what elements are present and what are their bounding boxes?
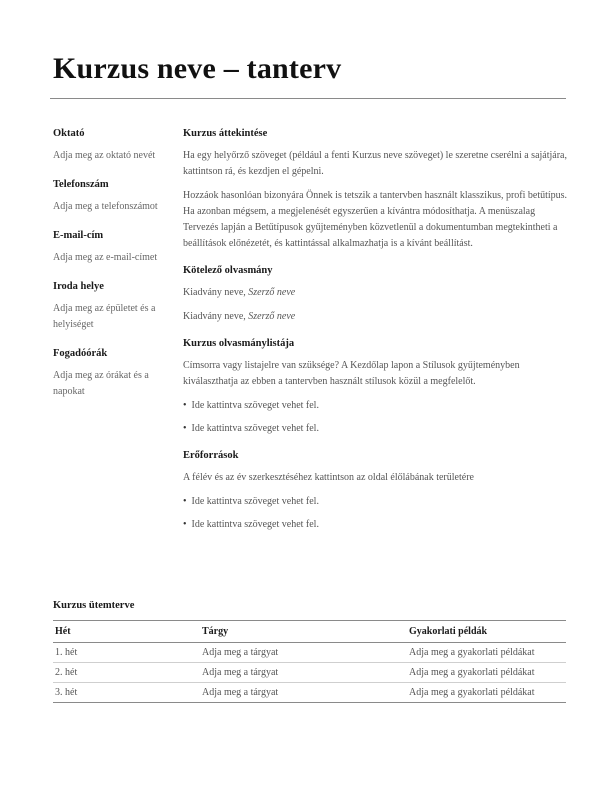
overview-heading: Kurzus áttekintése — [183, 128, 268, 139]
phone-field[interactable]: Adja meg a telefonszámot — [53, 201, 158, 212]
office-hours-field[interactable]: Adja meg az órákat és a napokat — [53, 370, 149, 397]
resources-heading: Erőforrások — [183, 450, 239, 461]
reading-list-paragraph[interactable]: Címsorra vagy listajelre van szüksége? A Kezdőlap lapon a Stílusok gyűjteményben kiválaszthatja az ebben a tantervben használt stílusok közül a megfelelőt. — [183, 360, 520, 387]
examples-cell[interactable]: Adja meg a gyakorlati példákat — [407, 683, 566, 703]
topic-cell[interactable]: Adja meg a tárgyat — [200, 643, 407, 663]
page-title[interactable]: Kurzus neve – tanterv — [53, 52, 342, 85]
resources-bullets — [183, 494, 568, 533]
phone-label: Telefonszám — [53, 179, 109, 190]
email-block — [53, 230, 171, 266]
office-block — [53, 281, 171, 333]
author-name: Szerző neve — [248, 287, 296, 298]
table-row — [53, 663, 566, 683]
email-field[interactable]: Adja meg az e-mail-címet — [53, 252, 158, 263]
topic-cell[interactable]: Adja meg a tárgyat — [200, 663, 407, 683]
column-header-topic: Tárgy — [200, 621, 407, 643]
week-cell[interactable]: 3. hét — [53, 683, 200, 703]
schedule-heading: Kurzus ütemterve — [53, 600, 135, 611]
course-schedule — [53, 600, 566, 703]
publication-name: Kiadvány neve, — [183, 287, 246, 298]
office-label: Iroda helye — [53, 281, 104, 292]
examples-cell[interactable]: Adja meg a gyakorlati példákat — [407, 643, 566, 663]
publication-name: Kiadvány neve, — [183, 311, 246, 322]
column-header-examples: Gyakorlati példák — [407, 621, 566, 643]
schedule-table — [53, 620, 566, 703]
instructor-block — [53, 128, 171, 164]
week-cell[interactable]: 2. hét — [53, 663, 200, 683]
instructor-field[interactable]: Adja meg az oktató nevét — [53, 150, 156, 161]
instructor-label: Oktató — [53, 128, 85, 139]
column-header-week: Hét — [53, 621, 200, 643]
author-name: Szerző neve — [248, 311, 296, 322]
bullet-item[interactable]: • Ide kattintva szöveget vehet fel. — [183, 517, 568, 533]
title-divider — [50, 98, 566, 99]
bullet-item[interactable]: • Ide kattintva szöveget vehet fel. — [183, 494, 568, 510]
week-cell[interactable]: 1. hét — [53, 643, 200, 663]
overview-paragraph-1[interactable]: Ha egy helyőrző szöveget (például a fenti Kurzus neve szöveget) le szeretne cserélni a sajátjára, kattintson rá, és kezdjen el gépelni. — [183, 150, 567, 177]
required-reading-heading: Kötelező olvasmány — [183, 265, 273, 276]
table-row — [53, 643, 566, 663]
contact-sidebar — [53, 128, 171, 415]
reading-list-heading: Kurzus olvasmánylistája — [183, 338, 295, 349]
main-content — [183, 128, 568, 543]
reading-list-bullets — [183, 398, 568, 437]
reading-item[interactable] — [183, 309, 568, 325]
reading-item[interactable] — [183, 285, 568, 301]
email-label: E-mail-cím — [53, 230, 104, 241]
bullet-item[interactable]: • Ide kattintva szöveget vehet fel. — [183, 421, 568, 437]
examples-cell[interactable]: Adja meg a gyakorlati példákat — [407, 663, 566, 683]
resources-paragraph[interactable]: A félév és az év szerkesztéséhez kattintson az oldal élőlábának területére — [183, 472, 474, 483]
office-hours-label: Fogadóórák — [53, 348, 108, 359]
office-field[interactable]: Adja meg az épületet és a helyiséget — [53, 303, 156, 330]
table-row — [53, 683, 566, 703]
phone-block — [53, 179, 171, 215]
office-hours-block — [53, 348, 171, 400]
bullet-item[interactable]: • Ide kattintva szöveget vehet fel. — [183, 398, 568, 414]
overview-paragraph-2[interactable]: Hozzáok hasonlóan bizonyára Önnek is tetszik a tantervben használt klasszikus, profi betűtípus. Ha azonban mégsem, a megjelenését egyszerűen a kívántra módosíthatja. A menüszalag Tervezés lapján a Betűtípusok gyűjteményben közvetlenül a dokumentumban megtekintheti a beállítások előnézetét, és kattintással alkalmazhatja is a kívánt beállítást. — [183, 190, 568, 249]
topic-cell[interactable]: Adja meg a tárgyat — [200, 683, 407, 703]
table-header-row — [53, 621, 566, 643]
